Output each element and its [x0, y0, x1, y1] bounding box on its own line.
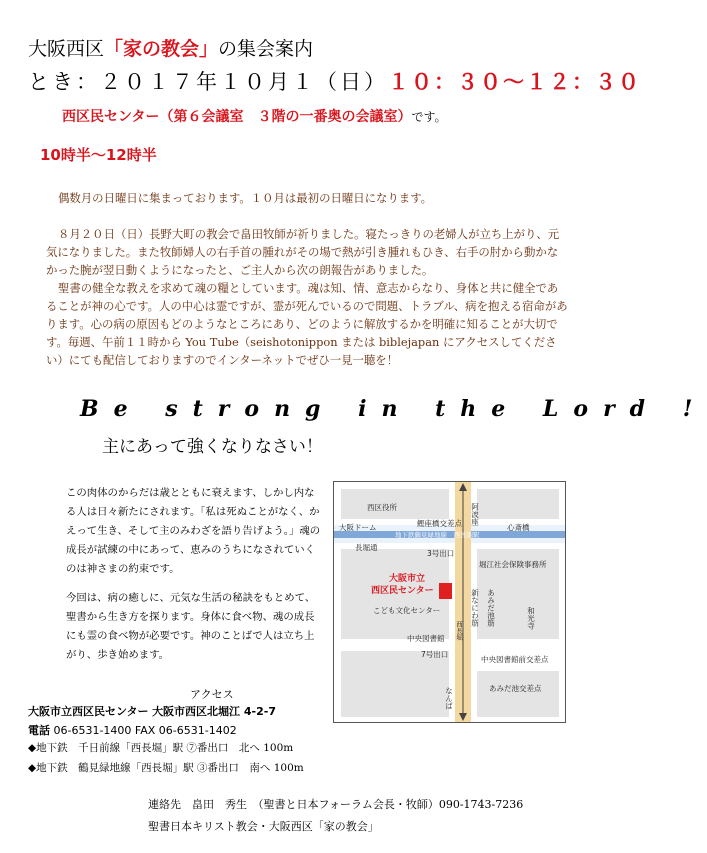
map-label-library: 中央図書館: [407, 634, 445, 643]
map-label-shin-naniwa: 新なにわ筋: [470, 589, 480, 627]
center-marker-icon: [439, 583, 452, 599]
meeting-datetime: [28, 66, 641, 96]
map-label-nishinagahori: 西長堀: [455, 621, 463, 641]
map-label-kori: 鰹座橋交差点: [417, 519, 462, 528]
map-label-insurance-office: 堀江社会保険事務所: [479, 560, 547, 569]
map-label-library-cross: 中央図書館前交差点: [481, 655, 549, 664]
page-title: [28, 34, 313, 61]
map-label-namba: なんば: [444, 687, 454, 710]
address: [28, 703, 276, 719]
map-label-exit7: 7号出口: [421, 650, 449, 659]
title-church: 「家の教会」: [104, 38, 219, 60]
venue-suffix: です。: [411, 110, 447, 124]
subway-2: ◆地下鉄 鶴見緑地線「西長堀」駅 ③番出口 南へ 100m: [28, 762, 304, 774]
motto-japanese: 主にあって強くなりなさい！: [102, 437, 323, 457]
map-label-amida: あみだ池筋: [486, 589, 496, 627]
block-se: [477, 671, 559, 717]
intro-paragraph-1: 偶数月の日曜日に集まっております。１０月は最初の日曜日になります。: [58, 191, 433, 205]
phone: [28, 722, 237, 738]
intro-paragraph-2-text: ８月２０日（日）長野大町の教会で畠田牧師が祈りました。寝たっきりの老婦人が立ち上がり、元気になりました。また牧師婦人の右手首の腫れがその場で熱が引き腫れもひき、右手の肘から動かなかった腕が翌日動くようになったと、ご主人から次の朗報告がありました。: [46, 227, 560, 277]
map-label-subway: 地下鉄鶴見緑地線 西長堀駅: [395, 531, 480, 539]
map-label-shinsaibashi: 心斎橋: [507, 523, 530, 532]
phone-number: 06-6531-1400 FAX 06-6531-1402: [53, 724, 237, 737]
motto-english: Be strong in the Lord !: [80, 396, 707, 422]
map-label-center-2: 西区民センター: [371, 586, 434, 596]
venue-text: 西区民センター（第６会議室 ３階の一番奥の会議室）: [62, 109, 412, 125]
hours: 10時半～12時半: [40, 146, 157, 164]
venue: [62, 106, 447, 126]
phone-label: 電話: [28, 724, 50, 737]
church-name: 聖書日本キリスト教会・大阪西区「家の教会」: [148, 820, 379, 833]
map-label-amida-cross: あみだ池交差点: [489, 684, 542, 693]
map-label-nagahori: 長堀通: [355, 543, 378, 552]
map-label-center-1: 大阪市立: [389, 574, 426, 584]
access-map: [333, 481, 566, 723]
time-label: １０：３０～１２：３０: [388, 70, 641, 94]
intro-paragraph-2: [46, 225, 568, 369]
contact: 連絡先 畠田 秀生 （聖書と日本フォーラム会長・牧師）090-1743-7236: [148, 798, 524, 811]
map-label-osaka-dome: 大阪ドーム: [339, 523, 377, 532]
map-label-abeno: 阿波座: [470, 503, 480, 526]
body-paragraph-2: 今回は、病の癒しに、元気な生活の秘訣をもとめて、聖書から生き方を探ります。身体に食べ物、魂の成長にも霊の食べ物が必要です。神のことばで人は立ち上がり、歩き始めます。: [66, 592, 316, 661]
body-paragraph-1: この肉体のからだは歳とともに衰えます、しかし内なる人は日々新たにされます。「私は死ぬことがなく、かえって生き、そして主のみわざを語り告げよう。」魂の成長が試練の中にあって、恵みのうちになされていくのは神さまの約束です。: [66, 487, 321, 575]
title-pre: 大阪西区: [28, 38, 105, 60]
intro-paragraph-3-text: 聖書の健全な教えを求めて魂の糧としています。魂は知、情、意志からなり、身体と共に健全であることが神の心です。人の中心は霊ですが、霊が死んでいるので問題、トラブル、病を抱える宿命があります。心の病の原因もどのようなところにあり、どのように解放するかを明確に知ることが大切です。毎週、午前１１時から You Tube（seishotonippon または biblejapan にアクセスしてください）にても配信しておりますのでインターネットでぜひ一見一聴を！: [46, 281, 568, 367]
address-name: 大阪市立西区民センター: [28, 705, 149, 718]
access-title: アクセス: [190, 688, 234, 701]
subway-1: ◆地下鉄 千日前線「西長堀」駅 ⑦番出口 北へ 100m: [28, 742, 294, 754]
map-label-kodomo: こども文化センター: [373, 606, 441, 615]
map-label-wakouji: 和光寺: [526, 607, 536, 630]
map-label-ward-office: 西区役所: [367, 503, 397, 512]
block-ne: [477, 489, 559, 519]
map-label-exit3: 3号出口: [427, 549, 455, 558]
block-sw: [341, 651, 449, 717]
address-text: 大阪市西区北堀江 4-2-7: [152, 705, 276, 718]
title-post: の集会案内: [218, 38, 314, 60]
date-label: とき：２０１７年１０月１（日）: [28, 70, 388, 94]
